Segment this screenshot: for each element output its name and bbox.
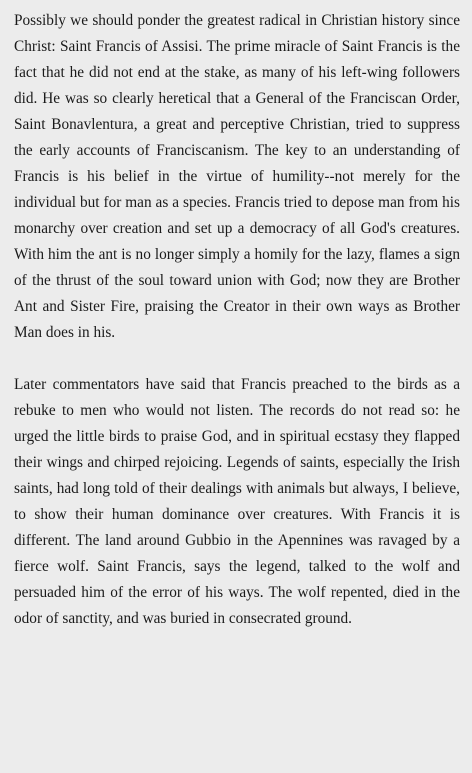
paragraph-saint-francis: Possibly we should ponder the greatest radical in Christian history since Christ: Saint Francis of Assisi. The prime miracle of Saint Francis is the fact that he did not end at the stake, as many of his left-wing followers did. He was so clearly heretical that a General of the Franciscan Order, Saint Bonavlentura, a great and perceptive Christian, tried to suppress the early accounts of Franciscanism. The key to an understanding of Francis is his belief in the virtue of humility--not merely for the individual but for man as a species. Francis tried to depose man from his monarchy over creation and set up a democracy of all God's creatures. With him the ant is no longer simply a homily for the lazy, flames a sign of the thrust of the soul toward union with God; now they are Brother Ant and Sister Fire, praising the Creator in their own ways as Brother Man does in his. xyxy=(14,12,460,341)
paragraph-birds-and-wolf: Later commentators have said that Francis preached to the birds as a rebuke to men who would not listen. The records do not read so: he urged the little birds to praise God, and in spiritual ecstasy they flapped their wings and chirped rejoicing. Legends of saints, especially the Irish saints, had long told of their dealings with animals but always, I believe, to show their human dominance over creatures. With Francis it is different. The land around Gubbio in the Apennines was ravaged by a fierce wolf. Saint Francis, says the legend, talked to the wolf and persuaded him of the error of his ways. The wolf repented, died in the odor of sanctity, and was buried in consecrated ground. xyxy=(14,376,460,627)
